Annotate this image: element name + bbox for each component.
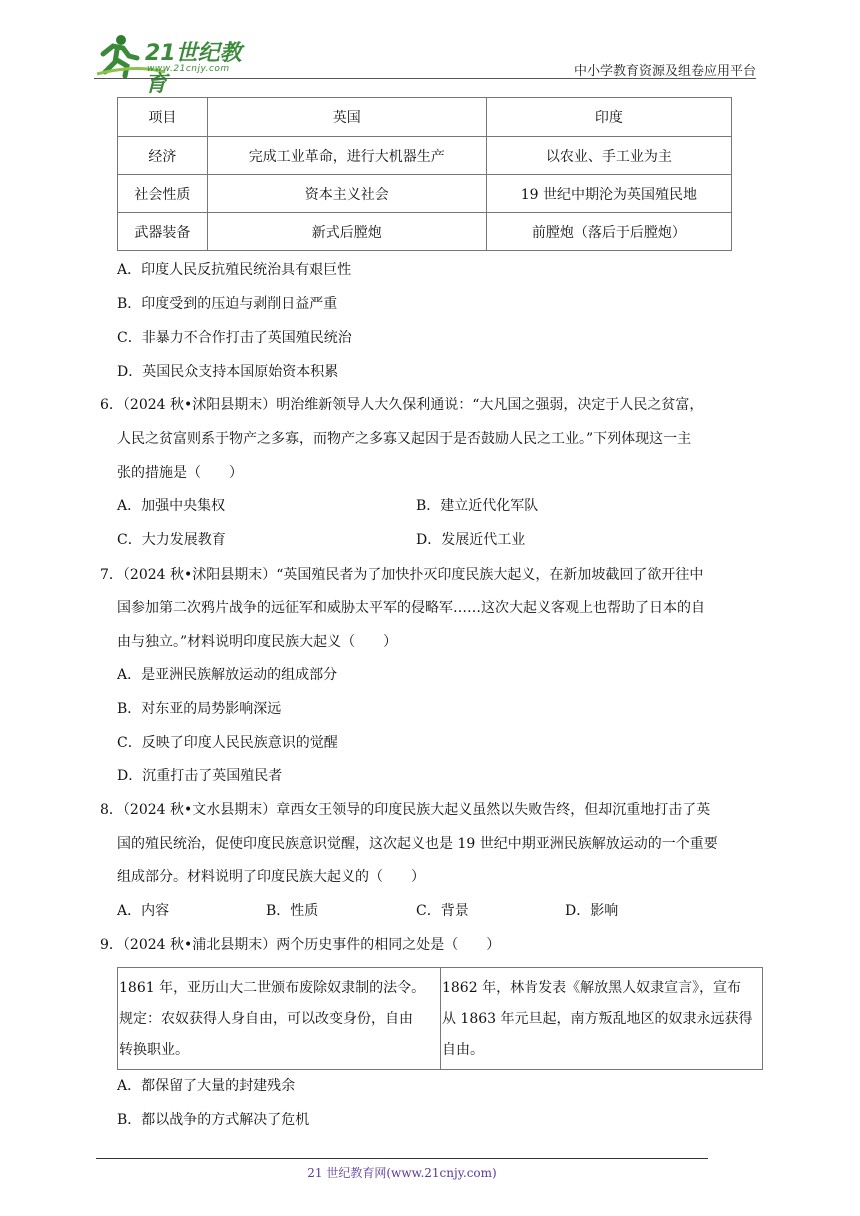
q9-stem: 9．（2024 秋•浦北县期末）两个历史事件的相同之处是（ ） <box>100 937 501 953</box>
footer-divider <box>96 1158 708 1159</box>
q8-stem-line: 国的殖民统治，促使印度民族意识觉醒，这次起义也是 19 世纪中期亚洲民族解放运动的一个重要 <box>117 836 718 852</box>
q8-option-d: D．影响 <box>565 903 619 919</box>
q8-stem-line: 组成部分。材料说明了印度民族大起义的（ ） <box>117 869 425 885</box>
table-row <box>118 175 732 213</box>
table-cell: 经济 <box>118 137 208 175</box>
cell-line: 规定：农奴获得人身自由，可以改变身份，自由 <box>119 1011 413 1027</box>
q9-option-b: B．都以战争的方式解决了危机 <box>117 1112 310 1128</box>
q5-option-a: A．印度人民反抗殖民统治具有艰巨性 <box>117 262 352 278</box>
q7-option-a: A．是亚洲民族解放运动的组成部分 <box>117 667 338 683</box>
q7-option-b: B．对东亚的局势影响深远 <box>117 701 282 717</box>
cell-line: 转换职业。 <box>119 1042 189 1058</box>
q6-option-b: B．建立近代化军队 <box>416 498 539 514</box>
q7-option-c: C．反映了印度人民民族意识的觉醒 <box>117 735 338 751</box>
q7-stem-line: 由与独立。”材料说明印度民族大起义（ ） <box>117 634 398 650</box>
q5-option-c: C．非暴力不合作打击了英国殖民统治 <box>117 330 352 346</box>
platform-name: 中小学教育资源及组卷应用平台 <box>573 64 756 79</box>
logo-title: 21世纪教育 <box>145 41 242 97</box>
cell-line: 从 1863 年元旦起，南方叛乱地区的奴隶永远获得 <box>441 1011 753 1027</box>
table-row <box>118 98 732 137</box>
table-row <box>118 137 732 175</box>
table-row <box>118 968 763 1070</box>
q5-option-d: D．英国民众支持本国原始资本积累 <box>117 364 339 380</box>
events-table <box>117 967 763 1070</box>
table-cell: 武器装备 <box>118 213 208 251</box>
q6-stem-line: 张的措施是（ ） <box>117 465 243 481</box>
q8-stem-line: 8．（2024 秋•文水县期末）章西女王领导的印度民族大起义虽然以失败告终，但却沉重地打击了英 <box>100 802 711 818</box>
header-divider <box>94 78 756 79</box>
q6-option-c: C．大力发展教育 <box>117 532 226 548</box>
table-cell: 资本主义社会 <box>207 175 486 213</box>
cell-line: 1862 年，林肯发表《解放黑人奴隶宣言》，宣布 <box>441 980 742 996</box>
table-cell: 以农业、手工业为主 <box>486 137 731 175</box>
q6-stem-line: 人民之贫富则系于物产之多寡，而物产之多寡又起因于是否鼓励人民之工业。”下列体现这一主 <box>117 431 692 447</box>
comparison-table <box>117 97 732 251</box>
table-row <box>118 213 732 251</box>
cell-line: 1861 年，亚历山大二世颁布废除奴隶制的法令。 <box>119 980 426 996</box>
q6-option-d: D．发展近代工业 <box>416 532 526 548</box>
q8-option-c: C．背景 <box>416 903 469 919</box>
table-cell: 完成工业革命，进行大机器生产 <box>207 137 486 175</box>
table-cell: 新式后膛炮 <box>207 213 486 251</box>
event-cell-left <box>118 968 441 1070</box>
q8-option-b: B．性质 <box>266 903 319 919</box>
table-cell: 19 世纪中期沦为英国殖民地 <box>486 175 731 213</box>
site-logo <box>95 34 260 97</box>
event-cell-right <box>440 968 762 1070</box>
q6-option-a: A．加强中央集权 <box>117 498 226 514</box>
footer-link[interactable]: 21 世纪教育网(www.21cnjy.com) <box>307 1166 497 1180</box>
table-cell: 前膛炮（落后于后膛炮） <box>486 213 731 251</box>
q9-option-a: A．都保留了大量的封建残余 <box>117 1078 296 1094</box>
table-cell: 印度 <box>486 98 731 137</box>
table-cell: 英国 <box>207 98 486 137</box>
logo-url: www.21cnjy.com <box>147 64 230 74</box>
q5-option-b: B．印度受到的压迫与剥削日益严重 <box>117 296 338 312</box>
table-cell: 社会性质 <box>118 175 208 213</box>
q7-stem-line: 国参加第二次鸦片战争的远征军和威胁太平军的侵略军……这次大起义客观上也帮助了日本的自 <box>117 600 705 616</box>
q7-option-d: D．沉重打击了英国殖民者 <box>117 768 283 784</box>
q6-stem-line: 6．（2024 秋•沭阳县期末）明治维新领导人大久保利通说：“大凡国之强弱，决定于人民之贫富， <box>100 397 704 413</box>
q7-stem-line: 7．（2024 秋•沭阳县期末）“英国殖民者为了加快扑灭印度民族大起义，在新加坡截回了欲开往中 <box>100 567 704 583</box>
table-cell: 项目 <box>118 98 208 137</box>
q8-option-a: A．内容 <box>117 903 170 919</box>
cell-line: 自由。 <box>441 1042 484 1058</box>
